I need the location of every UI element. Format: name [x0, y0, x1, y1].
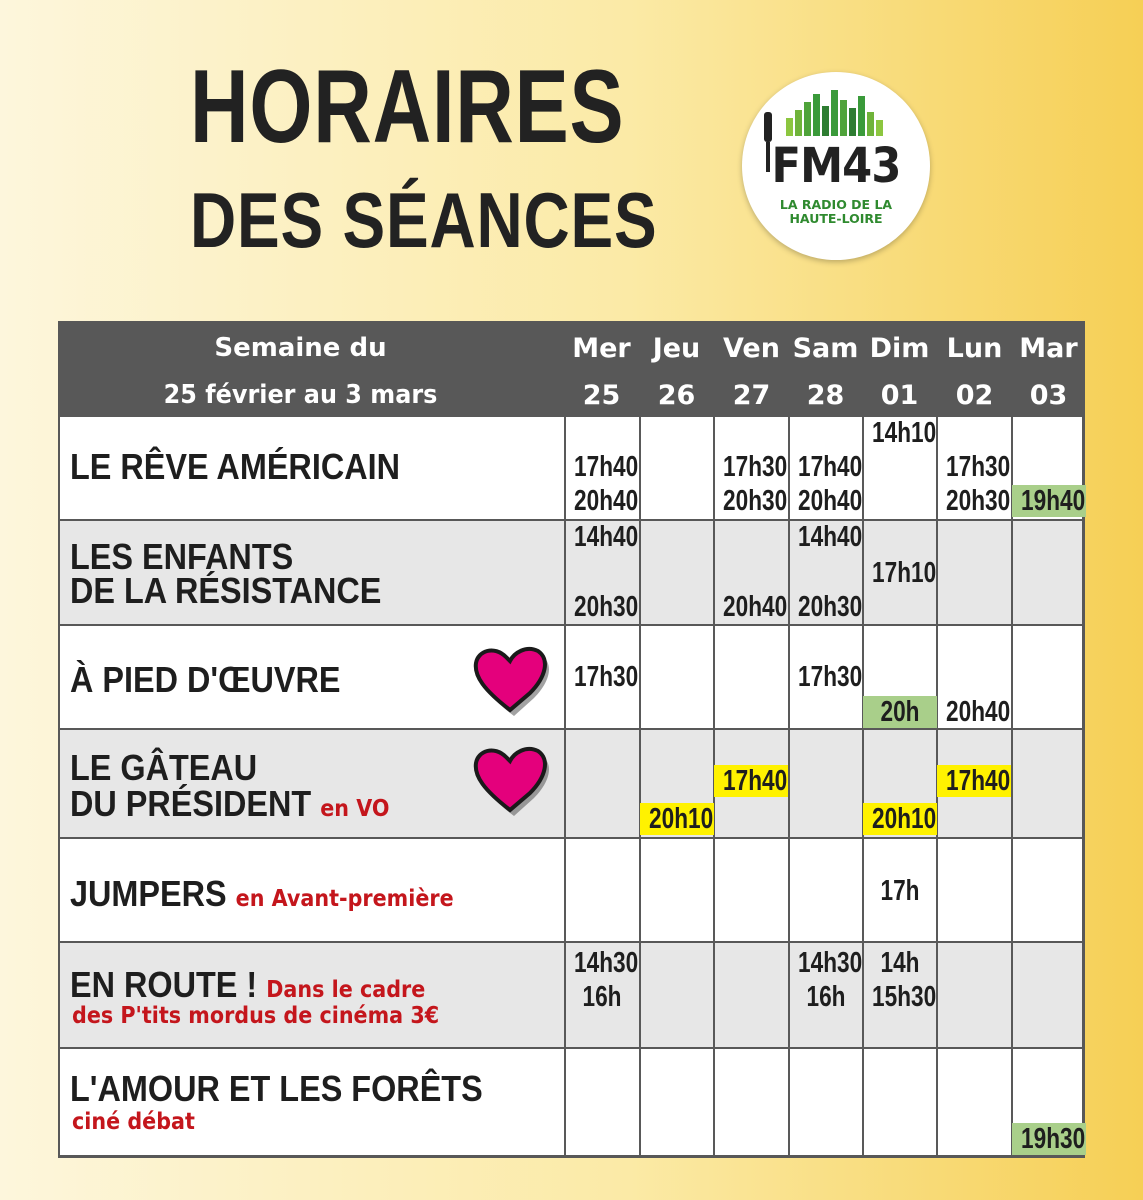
showtime: 20h30	[723, 485, 788, 517]
film-title: JUMPERS	[70, 873, 227, 914]
week-range: 25 février au 3 mars	[163, 380, 438, 410]
showtime: 17h	[880, 875, 920, 907]
film-title: EN ROUTE !	[70, 964, 258, 1005]
fm43-logo	[742, 72, 930, 260]
day-date: 26	[657, 380, 696, 411]
film-note-line-1: Dans le cadre	[266, 977, 426, 1003]
film-title-cell	[60, 943, 565, 1047]
film-title: À PIED D'ŒUVRE	[70, 659, 341, 700]
showtime: 14h30	[574, 947, 639, 979]
film-row	[60, 1049, 1082, 1155]
film-note: en Avant-première	[235, 886, 454, 912]
film-title-line-1: LE GÂTEAU	[70, 747, 258, 788]
showtime: 17h40	[574, 451, 639, 483]
day-name: Dim	[869, 333, 930, 364]
showtime: 17h30	[798, 661, 863, 693]
showtime: 20h40	[723, 591, 788, 623]
showtime: 14h30	[798, 947, 863, 979]
showtime: 17h30	[946, 451, 1011, 483]
showtime: 15h30	[872, 981, 937, 1013]
title-line-1: HORAIRES	[190, 49, 625, 165]
day-name: Mar	[1019, 333, 1078, 364]
showtime-highlighted: 17h40	[714, 765, 788, 797]
showtime: 16h	[582, 981, 622, 1013]
film-title-cell	[60, 521, 565, 624]
showtime: 20h30	[574, 591, 639, 623]
day-date: 28	[806, 380, 845, 411]
heart-icon	[470, 644, 550, 716]
schedule-table	[58, 321, 1085, 1158]
showtime: 20h40	[946, 696, 1011, 728]
day-date: 03	[1029, 380, 1068, 411]
film-title-line-2-wrap	[70, 783, 390, 827]
logo-name: FM43	[771, 138, 901, 194]
film-title-cell	[60, 730, 565, 837]
grid-line	[1011, 417, 1013, 1156]
film-title: LE RÊVE AMÉRICAIN	[70, 446, 401, 487]
film-note-line-2: des P'tits mordus de cinéma 3€	[72, 1003, 440, 1029]
day-date: 02	[955, 380, 994, 411]
title-line-2: DES SÉANCES	[190, 176, 658, 264]
film-title-cell	[60, 417, 565, 519]
showtime: 14h40	[574, 521, 639, 553]
day-name: Lun	[946, 333, 1003, 364]
week-label: Semaine du	[214, 333, 387, 363]
film-title-cell	[60, 1049, 565, 1155]
showtime: 20h40	[574, 485, 639, 517]
showtime-highlighted: 20h	[863, 696, 937, 728]
grid-line	[639, 417, 641, 1156]
day-name: Ven	[723, 333, 780, 364]
day-name: Sam	[792, 333, 859, 364]
day-date: 27	[732, 380, 771, 411]
showtime: 20h30	[946, 485, 1011, 517]
film-title-line-2: DE LA RÉSISTANCE	[70, 570, 382, 611]
day-date: 01	[880, 380, 919, 411]
film-title-line-1: LES ENFANTS	[70, 536, 294, 577]
showtime: 20h40	[798, 485, 863, 517]
showtime-highlighted: 20h10	[640, 803, 714, 835]
showtime: 17h30	[574, 661, 639, 693]
heart-icon	[470, 744, 550, 816]
showtime: 16h	[806, 981, 846, 1013]
logo-tagline-line-1: LA RADIO DE LA	[779, 197, 893, 212]
showtime: 14h40	[798, 521, 863, 553]
day-name: Mer	[572, 333, 631, 364]
day-date: 25	[582, 380, 621, 411]
showtime-highlighted: 19h40	[1012, 485, 1086, 517]
film-title-cell	[60, 626, 565, 728]
showtime: 14h10	[872, 417, 937, 449]
film-title: L'AMOUR ET LES FORÊTS	[70, 1068, 483, 1109]
showtime: 17h10	[872, 557, 937, 589]
showtime: 14h	[880, 947, 920, 979]
day-name: Jeu	[652, 333, 701, 364]
film-note: en VO	[320, 796, 390, 822]
showtime-highlighted: 17h40	[937, 765, 1011, 797]
film-title-line-2: DU PRÉSIDENT	[70, 783, 312, 824]
film-title-cell	[60, 839, 565, 941]
showtime: 17h40	[798, 451, 863, 483]
film-note: ciné débat	[72, 1109, 195, 1135]
logo-tagline-line-2: HAUTE-LOIRE	[789, 211, 883, 226]
showtime: 20h30	[798, 591, 863, 623]
film-title-wrap	[70, 873, 454, 917]
equalizer-bars-icon	[786, 88, 886, 136]
showtime-highlighted: 19h30	[1012, 1123, 1086, 1155]
film-title-wrap	[70, 964, 426, 1008]
showtime: 17h30	[723, 451, 788, 483]
logo-tagline	[742, 198, 930, 226]
showtime-highlighted: 20h10	[863, 803, 937, 835]
